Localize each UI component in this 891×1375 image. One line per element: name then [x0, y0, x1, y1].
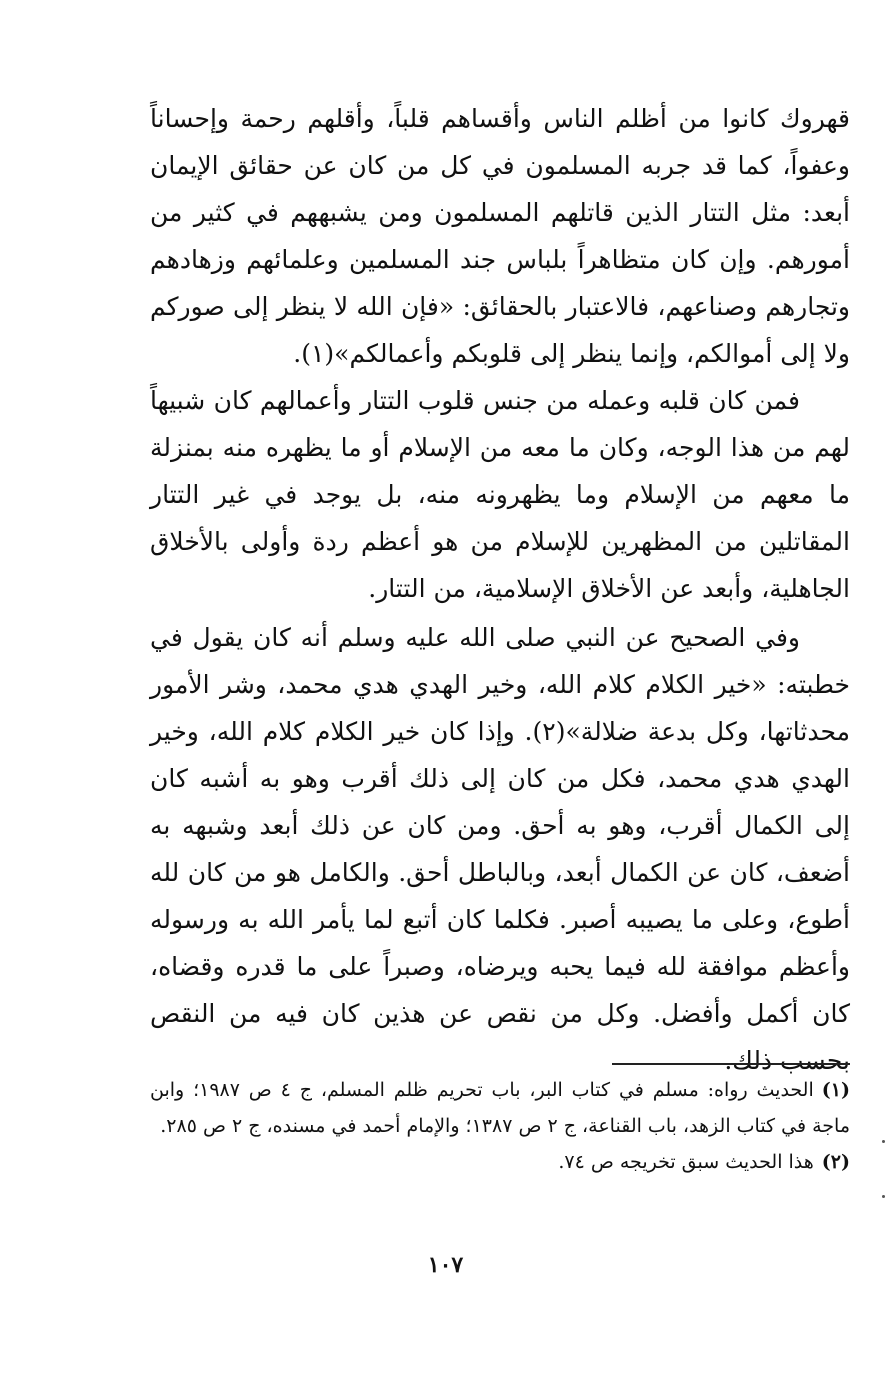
- scan-speck: [882, 1195, 885, 1198]
- footnotes: [150, 1072, 850, 1180]
- footnote-2-marker: (٢): [821, 1151, 850, 1173]
- footnote-separator: [612, 1063, 850, 1065]
- body-paragraph-3: وفي الصحيح عن النبي صلى الله عليه وسلم أنه كان يقول في خطبته: «خير الكلام كلام الله، وخير الهدي هدي محمد، وشر الأمور محدثاتها، وكل بدعة ضلالة»(٢). وإذا كان خير الكلام كلام الله، وخير الهدي هدي محمد، فكل من كان إلى ذلك أقرب وهو به أشبه كان إلى الكمال أقرب، وهو به أحق. ومن كان عن ذلك أبعد وشبهه به أضعف، كان عن الكمال أبعد، وبالباطل أحق. والكامل هو من كان لله أطوع، وعلى ما يصيبه أصبر. فكلما كان أتبع لما يأمر الله به ورسوله وأعظم موافقة لله فيما يحبه ويرضاه، وصبراً على ما قدره وقضاه، كان أكمل وأفضل. وكل من نقص عن هذين كان فيه من النقص بحسب ذلك.: [150, 623, 850, 1075]
- body-paragraph-2: فمن كان قلبه وعمله من جنس قلوب التتار وأعمالهم كان شبيهاً لهم من هذا الوجه، وكان ما معه من الإسلام أو ما يظهره منه بمنزلة ما معهم من الإسلام وما يظهرونه منه، بل يوجد في غير التتار المقاتلين من المظهرين للإسلام من هو أعظم ردة وأولى بالأخلاق الجاهلية، وأبعد عن الأخلاق الإسلامية، من التتار.: [150, 386, 851, 603]
- page-number: ١٠٧: [427, 1252, 464, 1278]
- scan-speck: [882, 1140, 885, 1143]
- footnote-2-text: هذا الحديث سبق تخريجه ص ٧٤.: [558, 1151, 814, 1173]
- body-paragraph-1: قهروك كانوا من أظلم الناس وأقساهم قلباً، وأقلهم رحمة وإحساناً وعفواً، كما قد جربه المسلمون في كل من كان عن حقائق الإيمان أبعد: مثل التتار الذين قاتلهم المسلمون ومن يشبههم في كثير من أمورهم. وإن كان متظاهراً بلباس جند المسلمين وعلمائهم وزهادهم وتجارهم وصناعهم، فالاعتبار بالحقائق: «فإن الله لا ينظر إلى صوركم ولا إلى أموالكم، وإنما ينظر إلى قلوبكم وأعمالكم»(١).: [150, 104, 850, 368]
- footnote-2: [150, 1144, 850, 1180]
- footnote-1-text: الحديث رواه: مسلم في كتاب البر، باب تحريم ظلم المسلم، ج ٤ ص ١٩٨٧؛ وابن ماجة في كتاب الزهد، باب القناعة، ج ٢ ص ١٣٨٧؛ والإمام أحمد في مسنده، ج ٢ ص ٢٨٥.: [150, 1079, 850, 1137]
- footnote-1: [150, 1072, 850, 1144]
- footnote-1-marker: (١): [821, 1079, 850, 1101]
- footnote-1-body: [150, 1072, 850, 1144]
